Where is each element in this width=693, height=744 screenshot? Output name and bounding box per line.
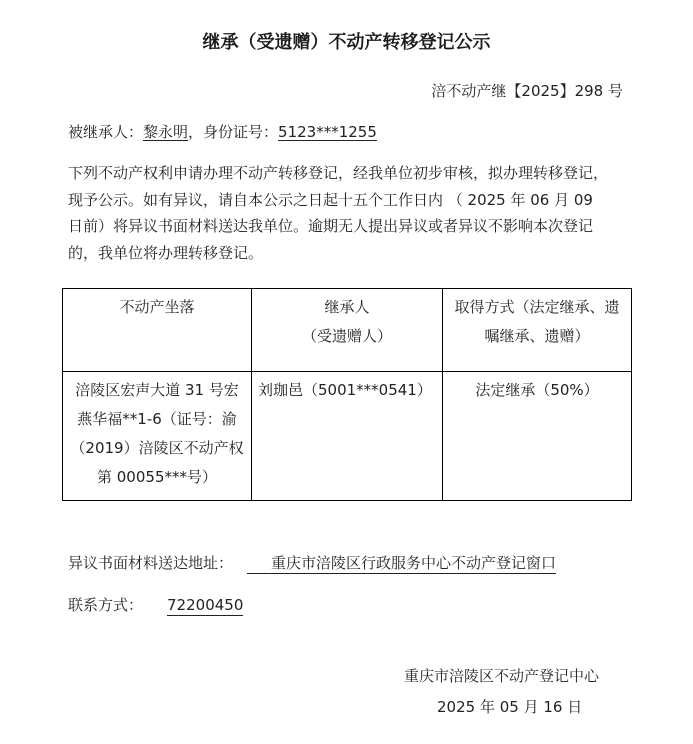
header-heir (252, 289, 443, 372)
notice-line: 现予公示。如有异议，请自本公示之日起十五个工作日内 （ 2025 年 06 月 09 (68, 190, 593, 209)
header-heir-text: 继承人 (324, 298, 370, 316)
decedent-info (68, 121, 377, 143)
location-line: （2019）涪陵区不动产权 (70, 439, 244, 457)
objection-address-value: 重庆市涪陵区行政服务中心不动产登记窗口 (247, 553, 556, 574)
location-line: 燕华福**1-6（证号：渝 (77, 410, 237, 428)
location-line: 第 00055***号） (97, 468, 217, 486)
decedent-id-number: 5123***1255 (278, 123, 377, 141)
notice-paragraph (68, 160, 628, 266)
notice-line: 下列不动产权利申请办理不动产转移登记，经我单位初步审核，拟办理转移登记， (68, 164, 609, 182)
contact-phone: 72200450 (167, 596, 244, 614)
id-label: ，身份证号： (188, 123, 279, 141)
cell-location (63, 372, 252, 501)
header-method (443, 289, 632, 372)
table-header-row (63, 289, 632, 372)
header-method-text: 取得方式（法定继承、遗 (454, 298, 620, 316)
header-location-text: 不动产坐落 (119, 298, 195, 316)
header-location (63, 289, 252, 372)
registration-table (62, 288, 632, 501)
heir-line: 刘珈邑（5001***0541） (258, 381, 432, 399)
header-method-text: 嘱继承、遗赠） (484, 327, 590, 345)
table-row (63, 372, 632, 501)
decedent-name: 黎永明 (143, 123, 189, 141)
cell-method (443, 372, 632, 501)
objection-address (68, 552, 556, 574)
issue-date: 2025 年 05 月 16 日 (437, 698, 583, 716)
document-number: 涪不动产继【2025】298 号 (431, 82, 623, 100)
method-line: 法定继承（50%） (475, 381, 599, 399)
location-line: 涪陵区宏声大道 31 号宏 (75, 381, 239, 399)
issuer-name: 重庆市涪陵区不动产登记中心 (404, 667, 600, 685)
cell-heir (252, 372, 443, 501)
header-heir-subtext: （受遗赠人） (301, 327, 392, 345)
contact-label: 联系方式： (68, 596, 144, 614)
decedent-label: 被继承人： (68, 123, 144, 141)
notice-title: 继承（受遗赠）不动产转移登记公示 (202, 32, 491, 53)
contact-info (68, 594, 243, 616)
objection-address-label: 异议书面材料送达地址： (68, 554, 234, 572)
notice-line: 的，我单位将办理转移登记。 (68, 243, 264, 262)
notice-line: 日前）将异议书面材料送达我单位。逾期无人提出异议或者异议不影响本次登记 (68, 217, 594, 235)
